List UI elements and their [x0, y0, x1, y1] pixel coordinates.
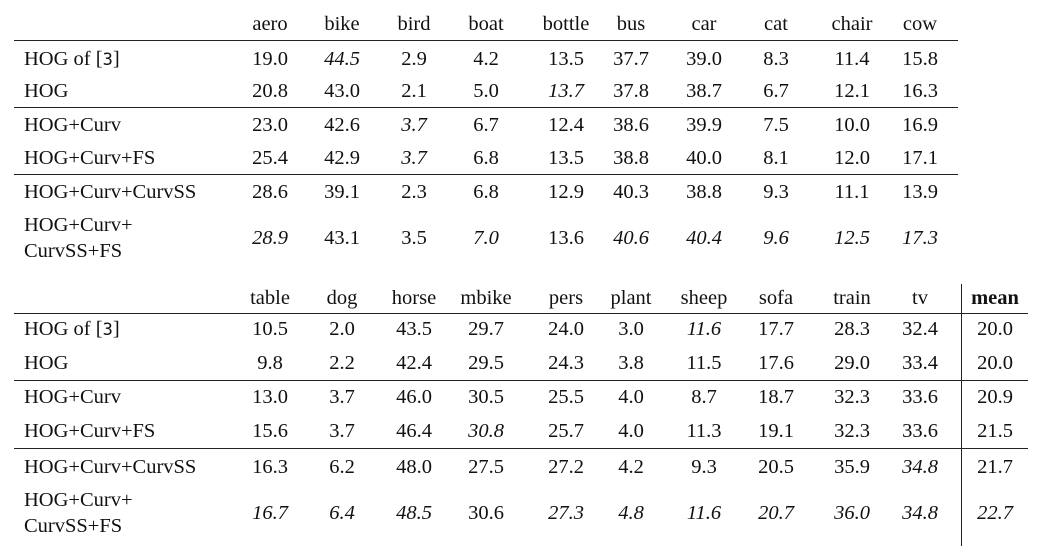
row-label — [24, 419, 155, 443]
table-cell: 38.6 — [613, 114, 649, 136]
table-cell: 10.5 — [252, 318, 288, 340]
table-cell: 34.8 — [902, 456, 938, 478]
table-cell: 12.5 — [834, 227, 870, 249]
row-separator — [14, 380, 1028, 381]
table-cell: 48.0 — [396, 456, 432, 478]
row-label — [24, 180, 196, 204]
column-header: plant — [610, 287, 652, 309]
table-cell: 37.8 — [613, 80, 649, 102]
table-cell: 34.8 — [902, 502, 938, 524]
row-label — [24, 317, 120, 342]
table-cell: 39.1 — [324, 181, 360, 203]
citation-bracket: ] — [112, 48, 120, 70]
table-cell: 17.7 — [758, 318, 794, 340]
row-label — [24, 351, 68, 375]
table-cell: 33.6 — [902, 420, 938, 442]
table-cell: 4.2 — [473, 48, 499, 70]
table-cell: 7.0 — [473, 227, 499, 249]
table-cell: 25.5 — [548, 386, 584, 408]
table-cell: 2.0 — [329, 318, 355, 340]
table-cell: 11.6 — [686, 318, 722, 340]
row-label-text: HOG of — [24, 48, 96, 70]
column-header: bottle — [542, 13, 590, 35]
table-cell: 12.0 — [834, 147, 870, 169]
table-cell: 8.3 — [763, 48, 789, 70]
citation-number: 3 — [102, 50, 113, 70]
table-cell: 20.5 — [758, 456, 794, 478]
column-header: cow — [902, 13, 938, 35]
table-cell: 17.3 — [902, 227, 938, 249]
citation-bracket: [ — [95, 48, 103, 70]
table-cell: 3.7 — [329, 386, 355, 408]
table-cell: 4.2 — [618, 456, 644, 478]
row-separator — [14, 448, 1028, 449]
table-cell: 3.7 — [401, 114, 427, 136]
column-header: bus — [616, 13, 646, 35]
table-cell: 12.4 — [548, 114, 584, 136]
column-header: cat — [764, 13, 788, 35]
table-cell: 42.6 — [324, 114, 360, 136]
table-cell: 32.3 — [834, 420, 870, 442]
column-header: boat — [468, 13, 504, 35]
table-cell: 25.7 — [548, 420, 584, 442]
table-cell: 36.0 — [834, 502, 870, 524]
citation-number: 3 — [102, 320, 113, 340]
table-cell: 2.3 — [401, 181, 427, 203]
table-cell: 27.2 — [548, 456, 584, 478]
row-label-text: HOG+Curv+CurvSS — [24, 181, 197, 203]
column-header: bird — [397, 13, 431, 35]
table-cell: 11.1 — [834, 181, 870, 203]
table-cell: 38.8 — [686, 181, 722, 203]
table-cell: 12.1 — [834, 80, 870, 102]
table-cell: 11.6 — [686, 502, 722, 524]
mean-cell: 20.0 — [977, 352, 1013, 374]
table-cell: 3.0 — [618, 318, 644, 340]
table-cell: 33.4 — [902, 352, 938, 374]
table-cell: 9.8 — [257, 352, 283, 374]
column-header: sofa — [758, 287, 794, 309]
table-cell: 42.9 — [324, 147, 360, 169]
table-cell: 13.7 — [548, 80, 584, 102]
mean-cell: 21.5 — [977, 420, 1013, 442]
table-cell: 18.7 — [758, 386, 794, 408]
table-cell: 40.3 — [613, 181, 649, 203]
table-cell: 4.0 — [618, 386, 644, 408]
table-cell: 9.3 — [691, 456, 717, 478]
table-cell: 2.9 — [401, 48, 427, 70]
table-cell: 15.6 — [252, 420, 288, 442]
table-cell: 6.7 — [763, 80, 789, 102]
table-cell: 23.0 — [252, 114, 288, 136]
column-header: bike — [324, 13, 360, 35]
column-header: mbike — [460, 287, 512, 309]
table-cell: 16.9 — [902, 114, 938, 136]
mean-cell: 22.7 — [977, 502, 1013, 524]
table-cell: 46.0 — [396, 386, 432, 408]
table-cell: 17.1 — [902, 147, 938, 169]
row-separator — [14, 107, 958, 108]
table-cell: 33.6 — [902, 386, 938, 408]
table-cell: 16.7 — [252, 502, 288, 524]
row-label — [24, 47, 120, 72]
column-header: table — [250, 287, 290, 309]
table-cell: 8.1 — [763, 147, 789, 169]
table-cell: 2.1 — [401, 80, 427, 102]
row-label-text: HOG — [24, 80, 69, 102]
table-cell: 28.6 — [252, 181, 288, 203]
table-cell: 43.1 — [324, 227, 360, 249]
table-cell: 6.4 — [329, 502, 355, 524]
table-cell: 40.6 — [613, 227, 649, 249]
table-cell: 40.0 — [686, 147, 722, 169]
table-cell: 39.9 — [686, 114, 722, 136]
row-label-text: HOG+Curv+FS — [24, 420, 156, 442]
table-cell: 42.4 — [396, 352, 432, 374]
row-label: HOG+Curv+ — [24, 214, 133, 236]
table-cell: 6.7 — [473, 114, 499, 136]
column-header: aero — [252, 13, 288, 35]
table-cell: 2.2 — [329, 352, 355, 374]
table-cell: 29.5 — [468, 352, 504, 374]
table-cell: 39.0 — [686, 48, 722, 70]
mean-cell: 20.0 — [977, 318, 1013, 340]
table-cell: 13.5 — [548, 147, 584, 169]
table-cell: 3.7 — [329, 420, 355, 442]
table-cell: 28.9 — [252, 227, 288, 249]
row-label-text: HOG of — [24, 318, 96, 340]
mean-column-header: mean — [971, 287, 1019, 309]
table-cell: 38.7 — [686, 80, 722, 102]
table-cell: 20.8 — [252, 80, 288, 102]
column-header: chair — [831, 13, 873, 35]
column-header: horse — [391, 287, 437, 309]
table-cell: 20.7 — [758, 502, 794, 524]
row-separator — [14, 174, 958, 175]
table-cell: 37.7 — [613, 48, 649, 70]
mean-column-separator — [961, 284, 962, 546]
column-header: pers — [548, 287, 584, 309]
table-cell: 32.3 — [834, 386, 870, 408]
table-cell: 9.3 — [763, 181, 789, 203]
table-cell: 30.8 — [468, 420, 504, 442]
table-cell: 43.5 — [396, 318, 432, 340]
row-label: CurvSS+FS — [24, 240, 123, 262]
table-cell: 10.0 — [834, 114, 870, 136]
table-cell: 11.3 — [686, 420, 722, 442]
row-label — [24, 146, 155, 170]
table-cell: 44.5 — [324, 48, 360, 70]
table-cell: 5.0 — [473, 80, 499, 102]
citation-bracket: [ — [95, 318, 103, 340]
table-cell: 4.8 — [618, 502, 644, 524]
row-label: CurvSS+FS — [24, 515, 123, 537]
table-cell: 3.7 — [401, 147, 427, 169]
table-cell: 11.5 — [686, 352, 722, 374]
table-cell: 30.6 — [468, 502, 504, 524]
table-cell: 13.0 — [252, 386, 288, 408]
column-header: car — [691, 13, 717, 35]
row-label-text: HOG+Curv+FS — [24, 147, 156, 169]
table-cell: 8.7 — [691, 386, 717, 408]
row-separator — [14, 40, 958, 41]
row-label — [24, 113, 121, 137]
row-label — [24, 385, 121, 409]
table-cell: 3.8 — [618, 352, 644, 374]
table-cell: 19.0 — [252, 48, 288, 70]
column-header: sheep — [680, 287, 728, 309]
table-cell: 16.3 — [252, 456, 288, 478]
table-cell: 13.9 — [902, 181, 938, 203]
citation-bracket: ] — [112, 318, 120, 340]
row-label — [24, 455, 196, 479]
mean-cell: 20.9 — [977, 386, 1013, 408]
table-cell: 6.2 — [329, 456, 355, 478]
column-header: dog — [326, 287, 358, 309]
table-cell: 38.8 — [613, 147, 649, 169]
row-label-text: HOG — [24, 352, 69, 374]
table-cell: 29.0 — [834, 352, 870, 374]
table-cell: 15.8 — [902, 48, 938, 70]
column-header: train — [833, 287, 871, 309]
table-cell: 16.3 — [902, 80, 938, 102]
table-cell: 9.6 — [763, 227, 789, 249]
table-cell: 7.5 — [763, 114, 789, 136]
table-cell: 25.4 — [252, 147, 288, 169]
table-cell: 6.8 — [473, 181, 499, 203]
table-cell: 24.0 — [548, 318, 584, 340]
table-cell: 35.9 — [834, 456, 870, 478]
table-cell: 6.8 — [473, 147, 499, 169]
table-cell: 46.4 — [396, 420, 432, 442]
table-cell: 29.7 — [468, 318, 504, 340]
column-header: tv — [912, 287, 928, 309]
row-separator — [14, 313, 1028, 314]
table-cell: 3.5 — [401, 227, 427, 249]
mean-cell: 21.7 — [977, 456, 1013, 478]
table-cell: 27.3 — [548, 502, 584, 524]
table-cell: 4.0 — [618, 420, 644, 442]
row-label-text: HOG+Curv — [24, 386, 121, 408]
table-cell: 40.4 — [686, 227, 722, 249]
row-label-text: HOG+Curv — [24, 114, 121, 136]
row-label: HOG+Curv+ — [24, 489, 133, 511]
table-cell: 13.5 — [548, 48, 584, 70]
row-label — [24, 79, 68, 103]
table-cell: 28.3 — [834, 318, 870, 340]
table-cell: 11.4 — [834, 48, 870, 70]
table-cell: 27.5 — [468, 456, 504, 478]
table-cell: 12.9 — [548, 181, 584, 203]
table-cell: 24.3 — [548, 352, 584, 374]
table-cell: 48.5 — [396, 502, 432, 524]
row-label-text: HOG+Curv+CurvSS — [24, 456, 197, 478]
table-cell: 13.6 — [548, 227, 584, 249]
table-cell: 19.1 — [758, 420, 794, 442]
table-cell: 32.4 — [902, 318, 938, 340]
table-cell: 17.6 — [758, 352, 794, 374]
table-cell: 30.5 — [468, 386, 504, 408]
table-cell: 43.0 — [324, 80, 360, 102]
